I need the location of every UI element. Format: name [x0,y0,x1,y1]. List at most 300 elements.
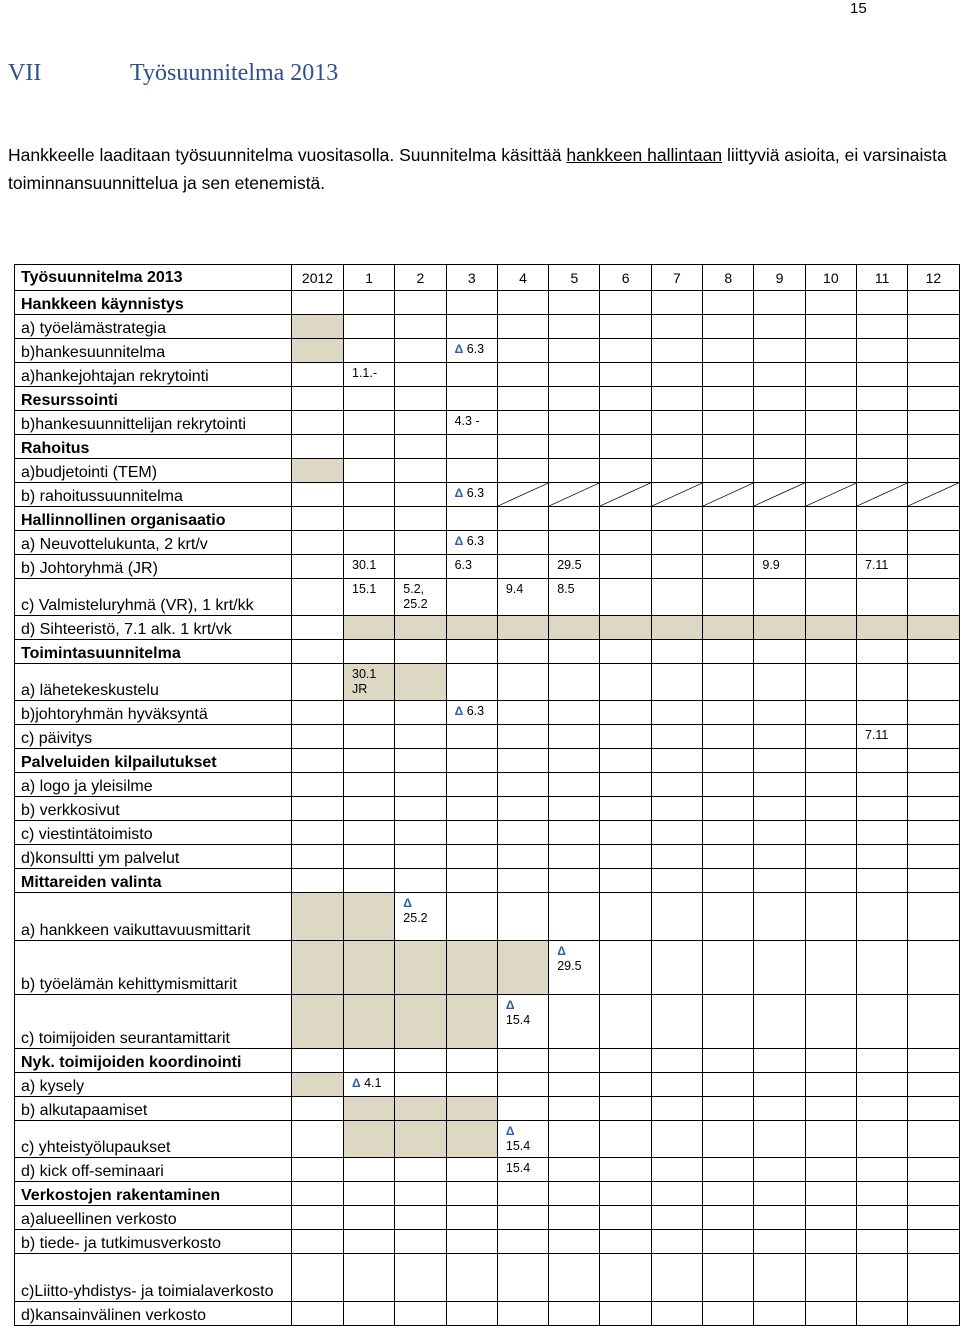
schedule-cell [651,291,702,315]
schedule-cell [805,1049,856,1073]
schedule-cell [446,821,497,845]
schedule-cell [703,1206,754,1230]
schedule-cell [344,797,395,821]
schedule-cell [600,869,651,893]
schedule-cell [292,507,344,531]
schedule-cell [344,664,395,701]
schedule-cell [497,725,548,749]
diagonal-line [754,483,804,506]
schedule-cell [651,664,702,701]
schedule-cell [446,459,497,483]
schedule-cell [395,1049,446,1073]
schedule-cell [344,291,395,315]
milestone-date: 7.11 [864,558,889,572]
column-header: 2 [395,265,446,291]
schedule-cell [651,363,702,387]
milestone-value [447,483,497,501]
schedule-cell [805,483,856,507]
schedule-cell [395,821,446,845]
schedule-cell [651,579,702,616]
task-row [15,616,960,640]
schedule-cell [703,821,754,845]
schedule-cell [344,640,395,664]
schedule-cell [446,1182,497,1206]
task-label: b)hankesuunnittelijan rekrytointi [15,411,292,435]
task-label: c) päivitys [15,725,292,749]
schedule-cell [344,701,395,725]
schedule-cell [805,411,856,435]
task-label: b) rahoitussuunnitelma [15,483,292,507]
task-label: b) verkkosivut [15,797,292,821]
schedule-cell [446,483,497,507]
task-label: a)alueellinen verkosto [15,1206,292,1230]
delta-icon: Δ [403,896,412,910]
schedule-cell [651,640,702,664]
milestone-date: 15.4 [505,1139,531,1153]
schedule-cell [908,701,959,725]
schedule-cell [856,411,907,435]
milestone-date: 29.5 [557,959,582,973]
schedule-cell [600,1182,651,1206]
task-label: c) viestintätoimisto [15,821,292,845]
schedule-cell [292,579,344,616]
schedule-cell [395,749,446,773]
schedule-cell [703,749,754,773]
schedule-cell [703,941,754,995]
schedule-cell [908,507,959,531]
schedule-cell [292,869,344,893]
milestone-date: 8.5 [557,582,575,596]
schedule-cell [651,1049,702,1073]
schedule-cell [754,531,805,555]
schedule-cell [651,531,702,555]
schedule-cell [754,773,805,797]
schedule-cell [651,725,702,749]
column-header: 3 [446,265,497,291]
schedule-cell [754,435,805,459]
schedule-cell [651,701,702,725]
diagonal-line [549,483,599,506]
task-row [15,411,960,435]
schedule-cell [754,1049,805,1073]
schedule-cell [446,363,497,387]
milestone-value [498,579,548,597]
schedule-cell [497,531,548,555]
delta-icon: Δ [505,1124,515,1138]
schedule-cell [292,1230,344,1254]
schedule-cell [703,664,754,701]
schedule-cell [805,315,856,339]
task-row [15,893,960,941]
milestone-date: 1.1.- [352,366,378,380]
schedule-cell [856,941,907,995]
schedule-cell [446,616,497,640]
schedule-cell [856,616,907,640]
schedule-cell [549,893,600,941]
schedule-cell [395,701,446,725]
schedule-cell [908,291,959,315]
section-header-row [15,869,960,893]
schedule-cell [600,1158,651,1182]
schedule-cell [600,363,651,387]
schedule-cell [754,749,805,773]
diagonal-line [908,483,958,506]
task-row [15,483,960,507]
task-label: c) toimijoiden seurantamittarit [15,995,292,1049]
diagonal-line [652,483,702,506]
schedule-cell [805,555,856,579]
section-label: Nyk. toimijoiden koordinointi [15,1049,292,1073]
schedule-cell [292,664,344,701]
task-label: c) yhteistyölupaukset [15,1121,292,1158]
schedule-cell [908,664,959,701]
schedule-cell [600,555,651,579]
schedule-cell [395,411,446,435]
schedule-cell [805,363,856,387]
intro-text-2: liittyviä asioita, ei varsinaista toiminnansuunnittelua ja sen etenemistä. [8,145,947,193]
schedule-cell [651,845,702,869]
schedule-cell [344,725,395,749]
schedule-cell [446,435,497,459]
section-header-row [15,507,960,531]
schedule-cell [600,459,651,483]
task-row [15,995,960,1049]
schedule-cell [549,1097,600,1121]
task-label: a) lähetekeskustelu [15,664,292,701]
schedule-cell [600,315,651,339]
schedule-cell [344,1182,395,1206]
schedule-cell [292,387,344,411]
task-label: a)hankejohtajan rekrytointi [15,363,292,387]
schedule-cell [703,483,754,507]
schedule-cell [805,869,856,893]
schedule-cell [908,1182,959,1206]
schedule-cell [703,459,754,483]
task-row [15,701,960,725]
schedule-cell [703,531,754,555]
schedule-cell [344,507,395,531]
schedule-cell [805,1182,856,1206]
schedule-cell [856,507,907,531]
schedule-cell [651,616,702,640]
schedule-cell [703,1254,754,1302]
milestone-value [549,555,599,573]
schedule-cell [651,773,702,797]
schedule-cell [446,315,497,339]
schedule-cell [292,1121,344,1158]
schedule-cell [856,1121,907,1158]
milestone-value [549,579,599,597]
schedule-cell [651,1206,702,1230]
schedule-cell [805,640,856,664]
schedule-cell [651,507,702,531]
schedule-cell [805,616,856,640]
schedule-cell [703,893,754,941]
schedule-cell [292,797,344,821]
column-header: 1 [344,265,395,291]
schedule-cell [754,555,805,579]
schedule-cell [395,616,446,640]
schedule-cell [446,1158,497,1182]
schedule-cell [549,725,600,749]
schedule-cell [908,387,959,411]
schedule-cell [395,845,446,869]
schedule-cell [651,869,702,893]
task-row [15,555,960,579]
schedule-cell [395,579,446,616]
schedule-cell [703,797,754,821]
schedule-cell [344,616,395,640]
milestone-date: 29.5 [557,558,582,572]
task-row [15,664,960,701]
schedule-cell [856,291,907,315]
schedule-cell [703,616,754,640]
section-label: Rahoitus [15,435,292,459]
schedule-cell [549,435,600,459]
section-label: Hallinnollinen organisaatio [15,507,292,531]
milestone-value [447,411,497,429]
schedule-cell [395,363,446,387]
schedule-cell [292,995,344,1049]
schedule-cell [395,1158,446,1182]
schedule-cell [497,1121,548,1158]
schedule-cell [292,1097,344,1121]
schedule-cell [549,821,600,845]
schedule-cell [754,640,805,664]
section-header-row [15,749,960,773]
schedule-cell [344,339,395,363]
schedule-cell [703,387,754,411]
schedule-cell [651,821,702,845]
schedule-cell [754,845,805,869]
schedule-cell [805,387,856,411]
milestone-date: 6.3 [466,342,485,356]
schedule-cell [395,664,446,701]
schedule-cell [292,1049,344,1073]
schedule-cell [549,363,600,387]
schedule-cell [908,1158,959,1182]
schedule-cell [497,339,548,363]
schedule-cell [395,1121,446,1158]
schedule-cell [292,315,344,339]
milestone-value [344,579,394,597]
schedule-cell [856,869,907,893]
schedule-cell [856,664,907,701]
schedule-cell [703,845,754,869]
schedule-cell [395,869,446,893]
schedule-cell [856,483,907,507]
schedule-cell [344,315,395,339]
schedule-cell [446,291,497,315]
schedule-cell [446,1230,497,1254]
schedule-cell [856,701,907,725]
schedule-cell [908,411,959,435]
schedule-cell [549,941,600,995]
milestone-value [498,995,548,1028]
schedule-cell [446,411,497,435]
schedule-cell [600,664,651,701]
schedule-cell [292,941,344,995]
milestone-date: 15.4 [505,1161,531,1175]
schedule-cell [651,941,702,995]
column-header: 4 [497,265,548,291]
schedule-cell [549,483,600,507]
schedule-cell [600,797,651,821]
schedule-cell [497,411,548,435]
schedule-cell [805,664,856,701]
schedule-cell [549,411,600,435]
task-row [15,1121,960,1158]
diagonal-line [703,483,753,506]
schedule-cell [395,1097,446,1121]
schedule-cell [292,531,344,555]
schedule-cell [344,1230,395,1254]
milestone-value [498,1158,548,1176]
schedule-cell [703,1097,754,1121]
schedule-cell [600,483,651,507]
schedule-cell [754,1206,805,1230]
schedule-cell [856,459,907,483]
schedule-cell [549,1049,600,1073]
schedule-cell [497,363,548,387]
schedule-cell [908,773,959,797]
schedule-cell [908,363,959,387]
milestone-date: 6.3 [466,486,485,500]
schedule-cell [600,749,651,773]
schedule-cell [395,941,446,995]
schedule-cell [908,315,959,339]
task-row [15,1158,960,1182]
schedule-cell [446,1254,497,1302]
schedule-cell [754,1073,805,1097]
schedule-cell [395,531,446,555]
schedule-cell [497,701,548,725]
schedule-cell [651,1073,702,1097]
schedule-cell [395,893,446,941]
milestone-value [447,339,497,357]
schedule-cell [446,797,497,821]
schedule-cell [754,507,805,531]
task-label: a) työelämästrategia [15,315,292,339]
milestone-value [447,701,497,719]
schedule-cell [856,315,907,339]
schedule-cell [651,1097,702,1121]
schedule-cell [497,1230,548,1254]
milestone-value [549,941,599,974]
chapter-heading [8,60,338,87]
schedule-cell [446,995,497,1049]
task-label: b)hankesuunnitelma [15,339,292,363]
schedule-cell [805,1073,856,1097]
delta-icon: Δ [454,704,464,718]
schedule-cell [549,1254,600,1302]
schedule-cell [549,339,600,363]
milestone-date: 15.4 [505,1013,531,1027]
schedule-cell [344,749,395,773]
milestone-value [447,531,497,549]
schedule-cell [856,555,907,579]
schedule-cell [856,1073,907,1097]
schedule-cell [497,797,548,821]
task-label: c) Valmisteluryhmä (VR), 1 krt/kk [15,579,292,616]
schedule-cell [908,893,959,941]
schedule-cell [292,725,344,749]
delta-icon: Δ [454,486,464,500]
schedule-cell [805,773,856,797]
diagonal-line [600,483,650,506]
schedule-cell [703,555,754,579]
schedule-cell [651,483,702,507]
schedule-cell [292,555,344,579]
schedule-cell [549,555,600,579]
schedule-cell [856,1206,907,1230]
schedule-cell [497,387,548,411]
task-label: c)Liitto-yhdistys- ja toimialaverkosto [15,1254,292,1302]
schedule-cell [549,869,600,893]
task-row [15,1254,960,1302]
schedule-cell [908,1073,959,1097]
schedule-cell [908,869,959,893]
schedule-cell [292,459,344,483]
schedule-cell [600,1049,651,1073]
schedule-cell [395,459,446,483]
schedule-cell [651,315,702,339]
schedule-cell [754,387,805,411]
schedule-cell [549,459,600,483]
schedule-cell [395,797,446,821]
schedule-cell [856,1158,907,1182]
milestone-date: 9.9 [762,558,780,572]
schedule-cell [497,435,548,459]
schedule-cell [754,363,805,387]
task-label: a)budjetointi (TEM) [15,459,292,483]
intro-paragraph [8,141,948,197]
chapter-title: Työsuunnitelma 2013 [130,60,339,86]
schedule-cell [651,387,702,411]
schedule-cell [805,749,856,773]
schedule-cell [703,291,754,315]
schedule-cell [908,435,959,459]
section-header-row [15,1182,960,1206]
schedule-cell [497,640,548,664]
milestone-value [344,1073,394,1091]
milestone-date: 30.1 [352,558,377,572]
schedule-cell [703,315,754,339]
schedule-cell [497,664,548,701]
schedule-cell [805,797,856,821]
schedule-cell [805,1097,856,1121]
schedule-cell [446,1206,497,1230]
schedule-cell [292,291,344,315]
task-label: b) tiede- ja tutkimusverkosto [15,1230,292,1254]
schedule-cell [908,941,959,995]
schedule-cell [703,1230,754,1254]
schedule-cell [395,339,446,363]
schedule-cell [600,701,651,725]
schedule-cell [754,664,805,701]
schedule-cell [805,531,856,555]
column-header: 6 [600,265,651,291]
schedule-cell [446,1097,497,1121]
schedule-cell [344,1158,395,1182]
milestone-value [395,893,445,926]
schedule-cell [703,1182,754,1206]
schedule-cell [908,1206,959,1230]
task-label: a) kysely [15,1073,292,1097]
schedule-cell [805,1254,856,1302]
task-label: d)kansainvälinen verkosto [15,1302,292,1326]
schedule-cell [446,1049,497,1073]
